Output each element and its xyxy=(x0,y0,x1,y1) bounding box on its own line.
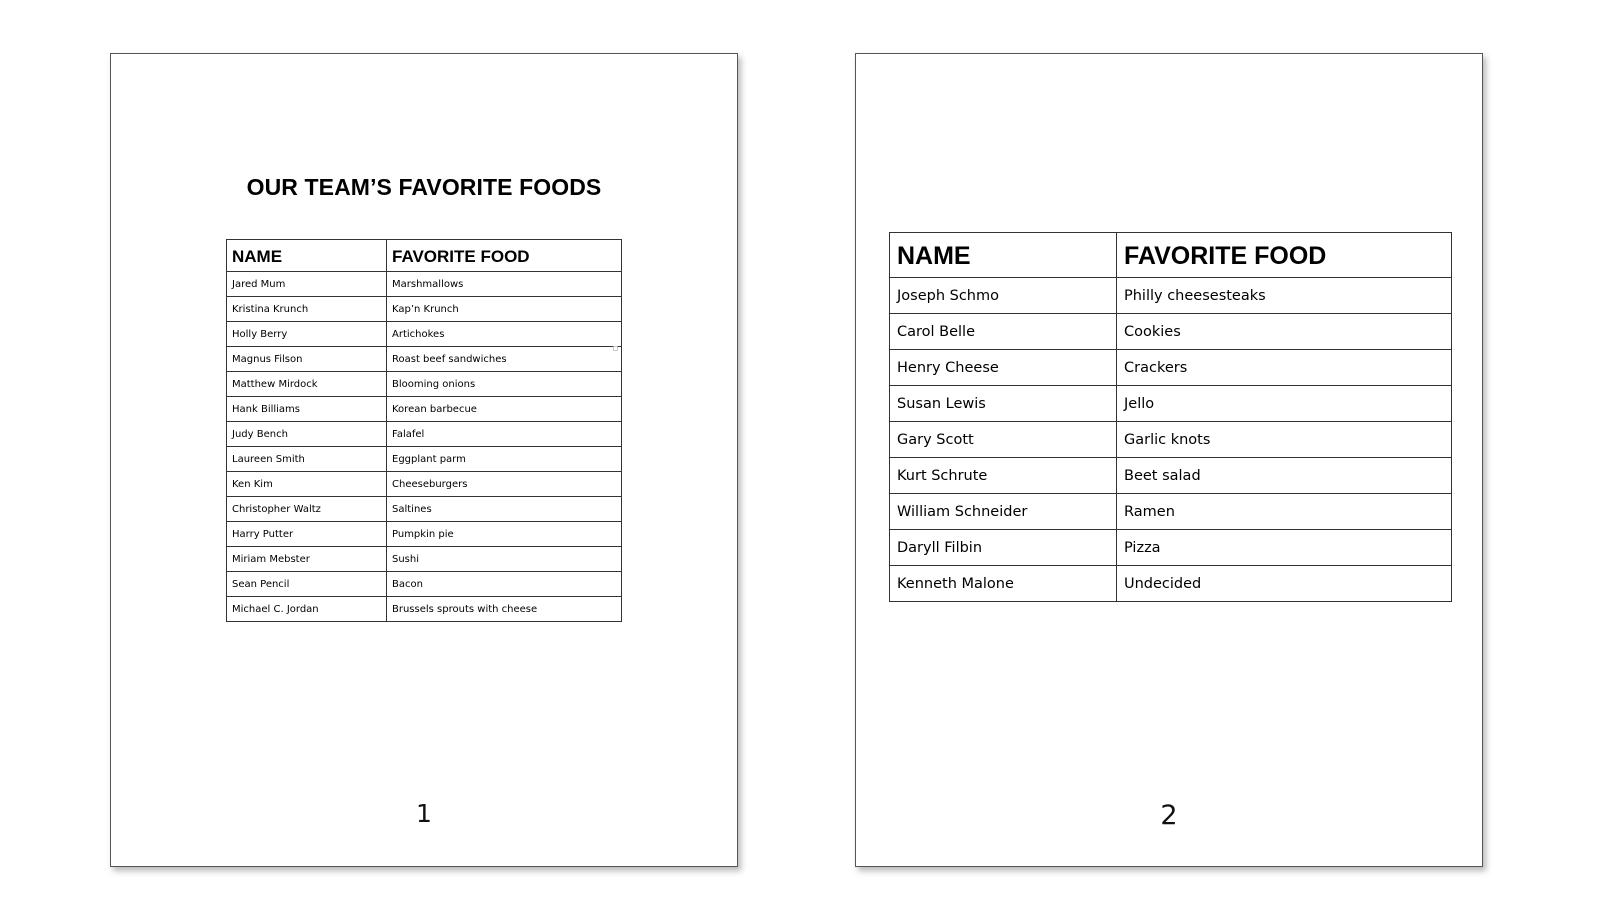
favorite-food-cell[interactable]: Crackers xyxy=(1117,350,1452,386)
name-cell[interactable]: Judy Bench xyxy=(227,422,387,447)
table-row xyxy=(890,494,1452,530)
favorite-food-cell[interactable]: Marshmallows xyxy=(387,272,622,297)
table-row xyxy=(890,278,1452,314)
name-cell[interactable]: Kristina Krunch xyxy=(227,297,387,322)
favorite-food-cell[interactable]: Pumpkin pie xyxy=(387,522,622,547)
favorite-food-cell[interactable]: Sushi xyxy=(387,547,622,572)
table-row xyxy=(890,458,1452,494)
favorite-food-cell[interactable]: Pizza xyxy=(1117,530,1452,566)
name-cell[interactable]: Jared Mum xyxy=(227,272,387,297)
name-cell[interactable]: Daryll Filbin xyxy=(890,530,1117,566)
favorite-foods-table xyxy=(889,232,1452,602)
table-row xyxy=(227,322,622,347)
table-row xyxy=(227,547,622,572)
name-cell[interactable]: Magnus Filson xyxy=(227,347,387,372)
favorite-food-cell[interactable]: Eggplant parm xyxy=(387,447,622,472)
name-cell[interactable]: Laureen Smith xyxy=(227,447,387,472)
name-cell[interactable]: Hank Billiams xyxy=(227,397,387,422)
name-cell[interactable]: Susan Lewis xyxy=(890,386,1117,422)
name-cell[interactable]: Holly Berry xyxy=(227,322,387,347)
table-row xyxy=(227,422,622,447)
name-cell[interactable]: Sean Pencil xyxy=(227,572,387,597)
favorite-food-cell[interactable]: Bacon xyxy=(387,572,622,597)
table-row xyxy=(227,397,622,422)
table-row xyxy=(890,422,1452,458)
name-cell[interactable]: Christopher Waltz xyxy=(227,497,387,522)
favorite-food-cell[interactable]: Beet salad xyxy=(1117,458,1452,494)
table-header-row xyxy=(890,233,1452,278)
favorite-food-column-header[interactable]: FAVORITE FOOD xyxy=(1117,233,1452,278)
table-row xyxy=(890,566,1452,602)
favorite-food-cell[interactable]: Philly cheesesteaks xyxy=(1117,278,1452,314)
favorite-food-cell[interactable]: Kap’n Krunch xyxy=(387,297,622,322)
favorite-food-column-header[interactable]: FAVORITE FOOD xyxy=(387,240,622,272)
name-cell[interactable]: Michael C. Jordan xyxy=(227,597,387,622)
table-row xyxy=(890,530,1452,566)
name-cell[interactable]: Henry Cheese xyxy=(890,350,1117,386)
table-row xyxy=(890,314,1452,350)
name-column-header[interactable]: NAME xyxy=(890,233,1117,278)
table-row xyxy=(227,272,622,297)
table-row xyxy=(227,472,622,497)
table-row xyxy=(227,297,622,322)
favorite-food-cell[interactable]: Korean barbecue xyxy=(387,397,622,422)
name-cell[interactable]: Carol Belle xyxy=(890,314,1117,350)
name-cell[interactable]: Kenneth Malone xyxy=(890,566,1117,602)
table-row xyxy=(227,372,622,397)
table-row xyxy=(227,447,622,472)
name-cell[interactable]: Miriam Mebster xyxy=(227,547,387,572)
favorite-food-cell[interactable]: Jello xyxy=(1117,386,1452,422)
name-cell[interactable]: William Schneider xyxy=(890,494,1117,530)
name-cell[interactable]: Kurt Schrute xyxy=(890,458,1117,494)
favorite-food-cell[interactable]: Falafel xyxy=(387,422,622,447)
name-column-header[interactable]: NAME xyxy=(227,240,387,272)
cell-resize-handle-icon[interactable] xyxy=(613,346,618,351)
table-row xyxy=(227,572,622,597)
table-header-row xyxy=(227,240,622,272)
table-row xyxy=(227,597,622,622)
table-row xyxy=(890,350,1452,386)
favorite-food-cell[interactable]: Cheeseburgers xyxy=(387,472,622,497)
favorite-food-cell[interactable]: Ramen xyxy=(1117,494,1452,530)
table-row xyxy=(227,347,622,372)
page-number: 2 xyxy=(1160,800,1178,831)
table-row xyxy=(227,497,622,522)
table-row xyxy=(227,522,622,547)
table-row xyxy=(890,386,1452,422)
document-title: OUR TEAM’S FAVORITE FOODS xyxy=(246,174,602,200)
favorite-food-cell[interactable]: Cookies xyxy=(1117,314,1452,350)
name-cell[interactable]: Gary Scott xyxy=(890,422,1117,458)
favorite-food-cell[interactable]: Brussels sprouts with cheese xyxy=(387,597,622,622)
name-cell[interactable]: Matthew Mirdock xyxy=(227,372,387,397)
name-cell[interactable]: Joseph Schmo xyxy=(890,278,1117,314)
favorite-foods-table xyxy=(226,239,622,622)
document-page-2 xyxy=(855,53,1483,867)
document-page-1 xyxy=(110,53,738,867)
name-cell[interactable]: Harry Putter xyxy=(227,522,387,547)
name-cell[interactable]: Ken Kim xyxy=(227,472,387,497)
page-number: 1 xyxy=(416,799,432,828)
favorite-food-cell[interactable]: Roast beef sandwiches xyxy=(387,347,622,372)
favorite-food-cell[interactable]: Undecided xyxy=(1117,566,1452,602)
favorite-food-cell[interactable]: Artichokes xyxy=(387,322,622,347)
favorite-food-cell[interactable]: Garlic knots xyxy=(1117,422,1452,458)
favorite-food-cell[interactable]: Blooming onions xyxy=(387,372,622,397)
favorite-food-cell[interactable]: Saltines xyxy=(387,497,622,522)
